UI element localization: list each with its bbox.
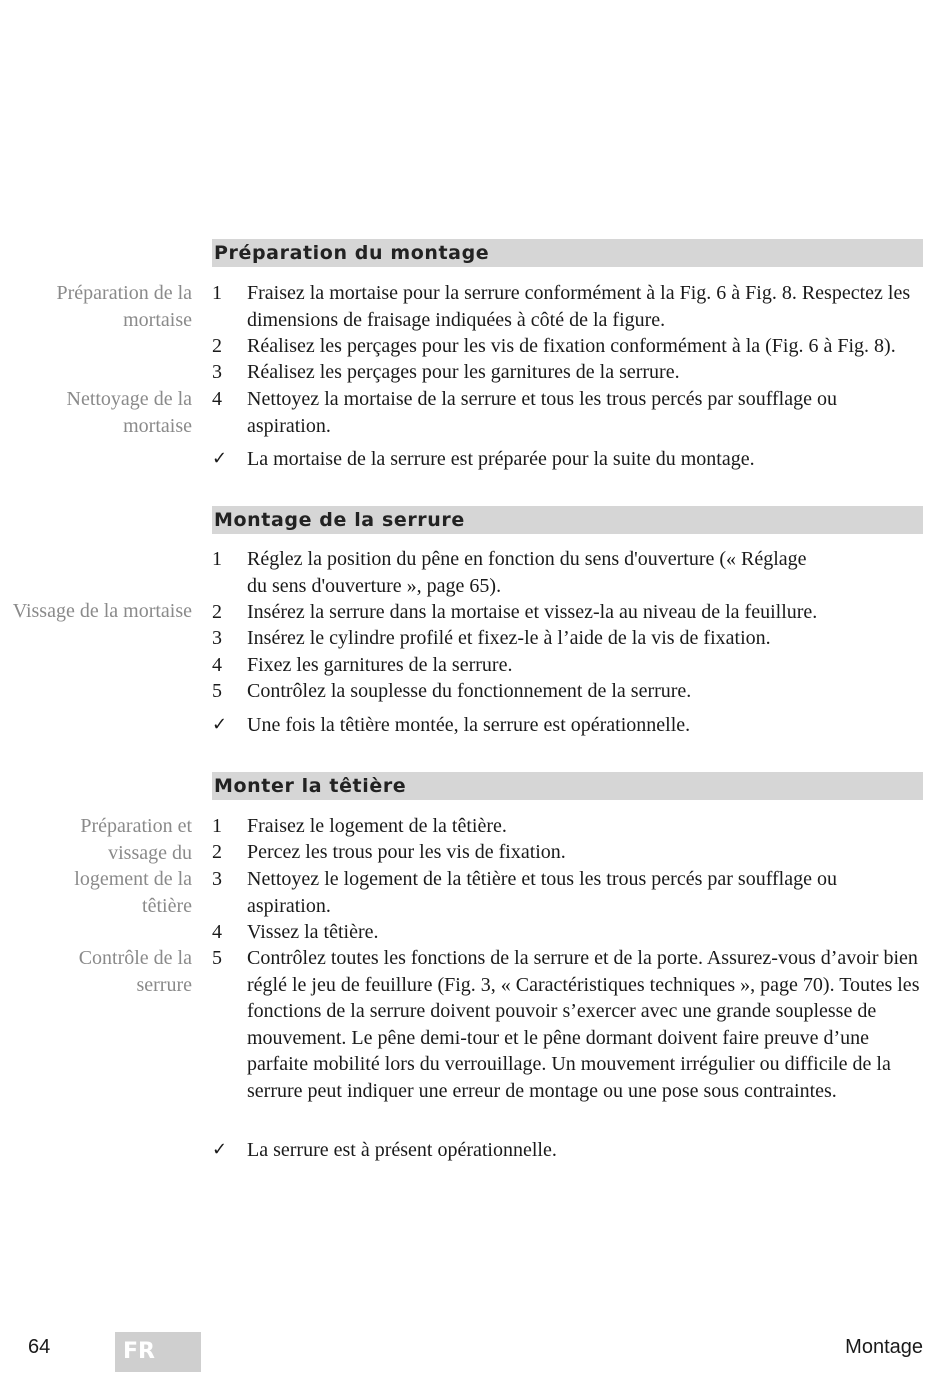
step-number: 5	[212, 680, 222, 702]
margin-note-nettoyage-mortaise: Nettoyage de la mortaise	[66, 388, 192, 437]
step-number: 2	[212, 841, 222, 863]
step-number: 5	[212, 947, 222, 969]
step-text: Nettoyez la mortaise de la serrure et tous les trous percés par soufflage ou aspiration.	[247, 388, 837, 437]
margin-note-preparation-vissage-logement: Préparation et vissage du logement de la têtière	[74, 815, 192, 917]
step-text: Vissez la têtière.	[247, 921, 379, 943]
step-number: 4	[212, 654, 222, 676]
step-text: Insérez la serrure dans la mortaise et vissez-la au niveau de la feuillure.	[247, 601, 818, 623]
step-number: 1	[212, 815, 222, 837]
result-text: Une fois la têtière montée, la serrure est opérationnelle.	[247, 714, 691, 736]
page-number: 64	[28, 1336, 51, 1358]
section-heading-preparation: Préparation du montage	[212, 239, 923, 267]
result-text: La serrure est à présent opérationnelle.	[247, 1139, 557, 1161]
checkmark-icon: ✓	[212, 448, 228, 469]
margin-note-preparation-mortaise: Préparation de la mortaise	[56, 282, 192, 331]
step-text: Contrôlez toutes les fonctions de la serrure et de la porte. Assurez-vous d’avoir bien réglé le jeu de feuillure (Fig. 3, « Caractéristiques techniques », page 70). Toutes les fonctions de la serrure doivent pouvoir s’exercer avec une grande souplesse de mouvement. Le pêne demi-tour et le pêne dormant doivent faire preuve d’une parfaite mobilité lors du verrouillage. Un mouvement irrégulier ou difficile de la serrure peut indiquer une erreur de montage ou une pose sous contraintes.	[247, 947, 920, 1102]
step-number: 2	[212, 601, 222, 623]
checkmark-icon: ✓	[212, 1139, 228, 1160]
language-badge: FR	[115, 1332, 201, 1372]
step-number: 3	[212, 361, 222, 383]
footer-section-title: Montage	[845, 1336, 923, 1358]
step-text: Percez les trous pour les vis de fixation.	[247, 841, 566, 863]
step-text: Réglez la position du pêne en fonction du sens d'ouverture (« Réglage du sens d'ouverture », page 65).	[247, 548, 807, 597]
step-number: 3	[212, 627, 222, 649]
margin-note-controle-serrure: Contrôle de la serrure	[78, 947, 192, 996]
section-heading-monter-tetiere: Monter la têtière	[212, 772, 923, 800]
step-number: 4	[212, 388, 222, 410]
step-number: 3	[212, 868, 222, 890]
step-number: 2	[212, 335, 222, 357]
step-number: 1	[212, 548, 222, 570]
step-text: Nettoyez le logement de la têtière et tous les trous percés par soufflage ou aspiration.	[247, 868, 837, 917]
result-text: La mortaise de la serrure est préparée pour la suite du montage.	[247, 448, 755, 470]
step-text: Réalisez les perçages pour les vis de fixation conformément à la (Fig. 6 à Fig. 8).	[247, 335, 896, 357]
step-text: Contrôlez la souplesse du fonctionnement de la serrure.	[247, 680, 692, 702]
step-text: Fraisez la mortaise pour la serrure conformément à la Fig. 6 à Fig. 8. Respectez les dimensions de fraisage indiquées à côté de la figure.	[247, 282, 911, 331]
section-heading-montage-serrure: Montage de la serrure	[212, 506, 923, 534]
margin-note-vissage-mortaise: Vissage de la mortaise	[12, 600, 192, 622]
step-text: Insérez le cylindre profilé et fixez-le à l’aide de la vis de fixation.	[247, 627, 771, 649]
step-number: 4	[212, 921, 222, 943]
step-number: 1	[212, 282, 222, 304]
step-text: Fraisez le logement de la têtière.	[247, 815, 507, 837]
step-text: Fixez les garnitures de la serrure.	[247, 654, 513, 676]
checkmark-icon: ✓	[212, 714, 228, 735]
step-text: Réalisez les perçages pour les garnitures de la serrure.	[247, 361, 680, 383]
